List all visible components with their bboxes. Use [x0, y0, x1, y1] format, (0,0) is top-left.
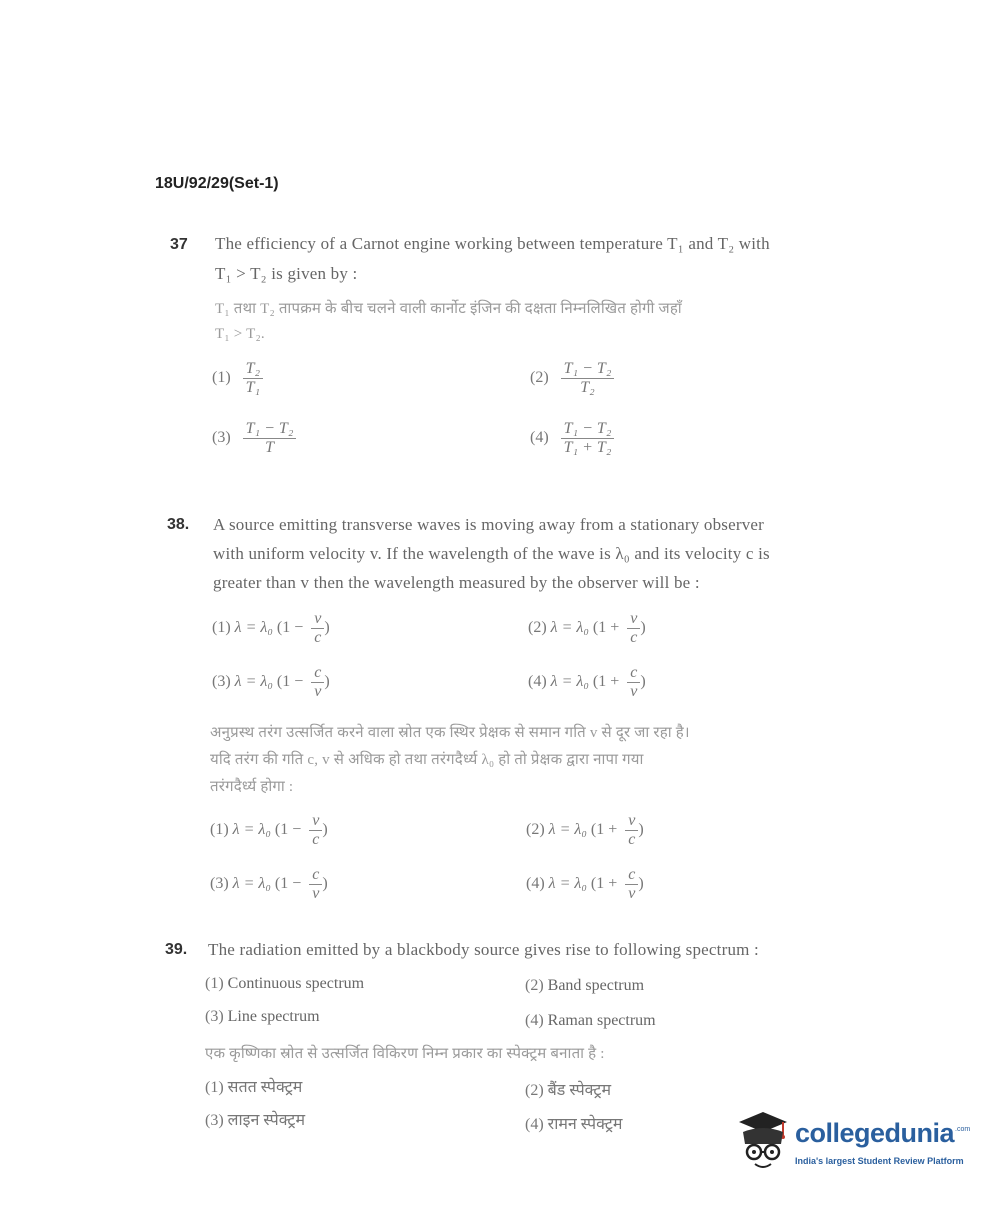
q38-text-line3: greater than v then the wavelength measured by the observer will be :: [213, 573, 700, 592]
q38-en-option-4: (4) λ = λ₀ (1 + $\frac{c}{v}$ ): [528, 664, 646, 700]
logo-wordmark: collegedunia: [795, 1118, 955, 1148]
q38-hindi-line3: तरंगदैर्ध्य होगा :: [210, 779, 294, 795]
q37-option-3: (3) $\frac{\text{T₁ − T₂}}{T}$: [212, 420, 296, 457]
q39-en-option-3: (3) Line spectrum: [205, 1008, 320, 1025]
q39-hi-option-1: (1) सतत स्पेक्ट्रम: [205, 1079, 303, 1096]
logo-dotcom: .com: [955, 1126, 971, 1133]
q37-text-line1: The efficiency of a Carnot engine working between temperature T₁ and T₂ with: [215, 234, 770, 253]
q39-en-option-4: (4) Raman spectrum: [525, 1012, 656, 1029]
collegedunia-logo[interactable]: [735, 1108, 971, 1178]
q38-hindi-line2: यदि तरंग की गति c, v से अधिक हो तथा तरंगदैर्ध्य λ₀ हो तो प्रेक्षक द्वारा नापा गया: [210, 752, 644, 768]
q39-hi-option-4: (4) रामन स्पेक्ट्रम: [525, 1116, 623, 1133]
question-number-37: 37: [170, 236, 188, 253]
q39-en-option-1: (1) Continuous spectrum: [205, 975, 365, 992]
q38-en-option-1: (1) λ = λ₀ (1 − $\frac{v}{c}$ ): [212, 610, 330, 646]
q37-hindi-line1: T₁ तथा T₂ तापक्रम के बीच चलने वाली कार्नोट इंजिन की दक्षता निम्नलिखित होगी जहाँ: [215, 301, 682, 317]
q38-hi-option-2: (2) λ = λ₀ (1 + $\frac{v}{c}$ ): [526, 812, 644, 848]
q39-hi-option-3: (3) लाइन स्पेक्ट्रम: [205, 1112, 306, 1129]
q37-hindi-line2: T₁ > T₂.: [215, 326, 265, 342]
q38-hi-option-3: (3) λ = λ₀ (1 − $\frac{c}{v}$ ): [210, 866, 328, 902]
q39-hindi-line1: एक कृष्णिका स्रोत से उत्सर्जित विकिरण निम्न प्रकार का स्पेक्ट्रम बनाता है :: [205, 1046, 605, 1062]
q38-hi-option-4: (4) λ = λ₀ (1 + $\frac{c}{v}$ ): [526, 866, 644, 902]
q38-hindi-line1: अनुप्रस्थ तरंग उत्सर्जित करने वाला स्रोत एक स्थिर प्रेक्षक से समान गति v से दूर जा रहा है।: [210, 725, 690, 741]
q37-option-1: (1) $\frac{\text{T₂}}{\text{T₁}}$: [212, 360, 263, 397]
q39-hi-option-2: (2) बैंड स्पेक्ट्रम: [525, 1082, 612, 1099]
logo-tagline: India's largest Student Review Platform: [795, 1156, 964, 1166]
question-number-38: 38.: [167, 516, 190, 533]
question-number-39: 39.: [165, 941, 188, 958]
q38-en-option-2: (2) λ = λ₀ (1 + $\frac{v}{c}$ ): [528, 610, 646, 646]
mascot-icon: [735, 1108, 791, 1176]
q39-text-line1: The radiation emitted by a blackbody source gives rise to following spectrum :: [208, 940, 759, 959]
q38-hi-option-1: (1) λ = λ₀ (1 − $\frac{v}{c}$ ): [210, 812, 328, 848]
q38-text-line2: with uniform velocity v. If the wavelength of the wave is λ₀ and its velocity c is: [213, 544, 770, 563]
q37-option-4: (4) $\frac{\text{T₁ − T₂}}{\text{T₁ + T₂}}$: [530, 420, 614, 457]
q37-option-2: (2) $\frac{\text{T₁ − T₂}}{\text{T₂}}$: [530, 360, 614, 397]
q38-en-option-3: (3) λ = λ₀ (1 − $\frac{c}{v}$ ): [212, 664, 330, 700]
document-code: 18U/92/29(Set-1): [155, 175, 279, 192]
q37-text-line2: T₁ > T₂ is given by :: [215, 264, 358, 283]
q38-text-line1: A source emitting transverse waves is moving away from a stationary observer: [213, 515, 765, 534]
q39-en-option-2: (2) Band spectrum: [525, 977, 645, 994]
